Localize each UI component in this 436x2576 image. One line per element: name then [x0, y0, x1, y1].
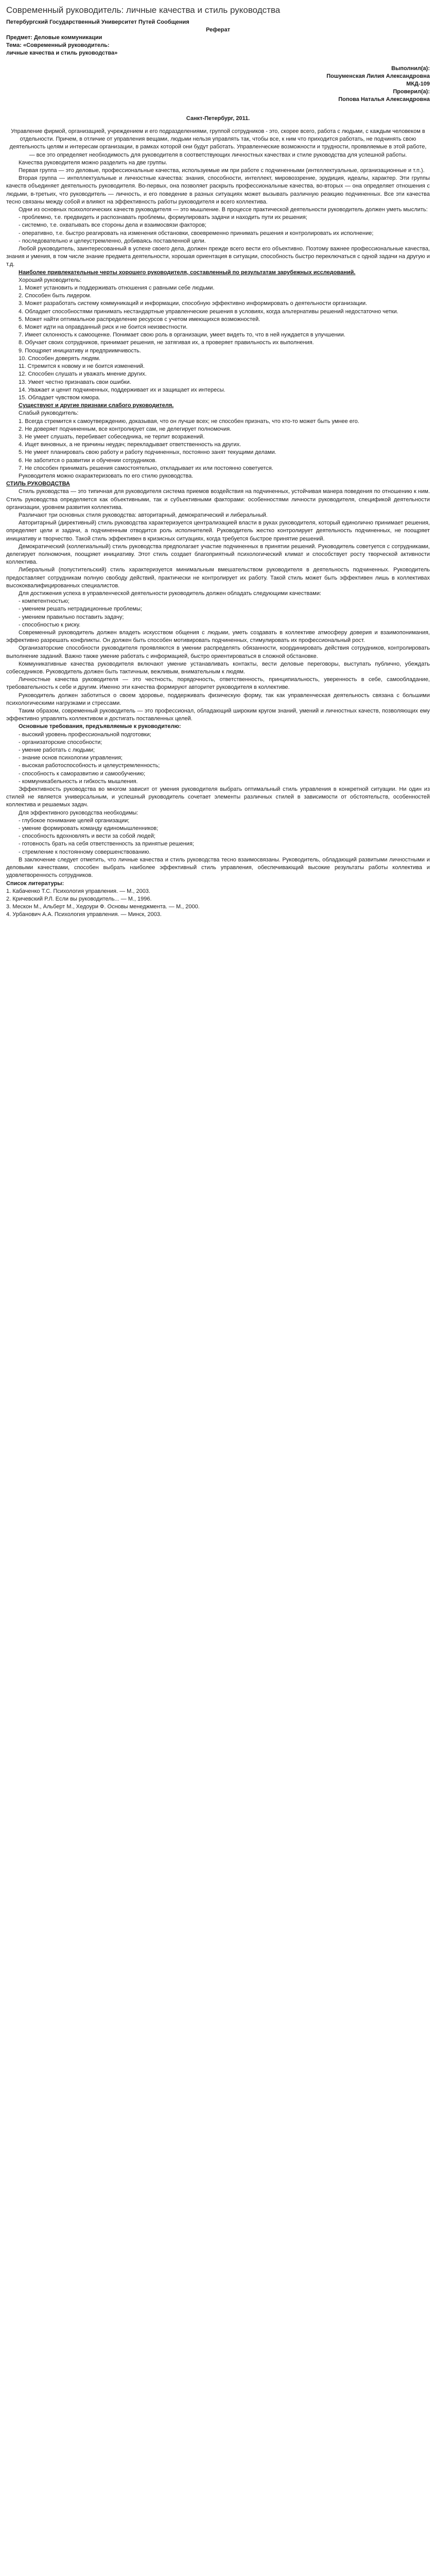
paragraph: Для эффективного руководства необходимы:	[19, 809, 138, 816]
paragraph: - системно, т.е. охватывать все стороны дела и взаимосвязи факторов;	[19, 222, 206, 229]
paragraph: Личностные качества руководителя — это честность, порядочность, ответственность, принципиальность, уверенность в себе, самообладание, требовательность к себе и другим. Именно эти качества формируют авторитет руководителя в коллективе.	[6, 676, 430, 691]
header-line: Предмет: Деловые коммуникации	[6, 35, 102, 41]
paragraph: Хороший руководитель:	[19, 277, 82, 283]
paragraph: Наиболее привлекательные черты хорошего руководителя, составленный по результатам зарубежных исследований.	[19, 269, 356, 276]
paragraph: - высокий уровень профессиональной подготовки;	[19, 731, 151, 738]
paragraph: - умением решать нетрадиционные проблемы;	[19, 606, 143, 613]
paragraph: Современный руководитель должен владеть искусством общения с людьми, уметь создавать в коллективе атмосферу доверия и взаимопонимания, эффективно разрешать конфликты. Он должен быть способен мотивировать подчиненных, стимулировать их профессиональный рост.	[6, 630, 430, 644]
paragraph: Таким образом, современный руководитель — это профессионал, обладающий широким кругом знаний, умений и личностных качеств, позволяющих ему эффективно управлять коллективом и достигать поставленных целей.	[6, 708, 430, 722]
paragraph: 4. Обладает способностями принимать нестандартные управленческие решения в условиях, когда альтернативы решений недостаточно четки.	[19, 308, 398, 315]
paragraph: - умение работать с людьми;	[19, 747, 95, 754]
paragraph: 5. Может найти оптимальное распределение ресурсов с учетом имеющихся возможностей.	[19, 316, 260, 323]
header-line: Пошуменская Лилия Александровна	[326, 73, 430, 79]
document	[0, 0, 436, 919]
paragraph: 7. Не способен принимать решения самостоятельно, откладывает их или постоянно советуется.	[19, 465, 273, 471]
paragraph: 14. Уважает и ценит подчиненных, поддерживает их и защищает их интересы.	[19, 386, 225, 393]
paragraph: - глубокое понимание целей организации;	[19, 817, 130, 824]
header-spacer	[6, 57, 430, 65]
paragraph: В заключение следует отметить, что личные качества и стиль руководства тесно взаимосвязаны. Руководитель, обладающий развитыми личностными и деловыми качествами, способен выбрать наиболее эффективный стиль управления, обеспечивающий высокие результаты работы коллектива и удовлетворенность сотрудников.	[6, 856, 430, 879]
paragraph: - проблемно, т.е. предвидеть и распознавать проблемы, формулировать задачи и находить пути их решения;	[19, 214, 307, 221]
paragraph: Организаторские способности руководителя проявляются в умении распределять обязанности, координировать действия сотрудников, контролировать выполнение заданий. Важно также умение работать с информацией, быстро ориентироваться в сложной обстановке.	[6, 645, 430, 659]
header-line: личные качества и стиль руководства»	[6, 50, 118, 56]
paragraph: Любой руководитель, заинтересованный в успехе своего дела, должен прежде всего вести его объективно. Поэтому важнее профессиональные качества, знания и умения, в том числе знание предмета деятельности, хорошая ориентация в ситуации, способность быстро переключаться с одной задачи на другую и т.д.	[6, 246, 430, 268]
paragraph: Слабый руководитель:	[19, 410, 79, 417]
paragraph: Коммуникативные качества руководителя включают умение устанавливать контакты, вести деловые переговоры, выступать публично, убеждать собеседников. Руководитель должен быть тактичным, вежливым, внимательным к людям.	[6, 660, 430, 675]
paragraph: - высокая работоспособность и целеустремленность;	[19, 762, 160, 769]
paragraph: 10. Способен доверять людям.	[19, 355, 101, 362]
header-line: Тема: «Современный руководитель:	[6, 42, 110, 48]
paragraph: Эффективность руководства во многом зависит от умения руководителя выбрать оптимальный стиль управления в конкретной ситуации. Ни один из стилей не является универсальным, и успешный руководитель сочетает элементы различных стилей в зависимости от обстоятельств, особенностей коллектива и решаемых задач.	[6, 786, 430, 808]
paragraph: Руководителя можно охарактеризовать по его стилю руководства.	[19, 472, 194, 479]
paragraph: Первая группа — это деловые, профессиональные качества, используемые им при работе с подчиненными (интеллектуальные, организационные и т.п.).	[19, 167, 425, 174]
paragraph: 3. Может разработать систему коммуникаций и информации, способную эффективно информировать о деятельности организации.	[19, 300, 368, 307]
paragraph: - способность вдохновлять и вести за собой людей;	[19, 833, 155, 840]
paragraph: - оперативно, т.е. быстро реагировать на изменения обстановки, своевременно принимать решения и контролировать их исполнение;	[19, 230, 374, 236]
header-line: Петербургский Государственный Университет Путей Сообщения	[6, 19, 189, 25]
paragraph: 9. Поощряет инициативу и предприимчивость.	[19, 347, 141, 354]
paragraph: 5. Не умеет планировать свою работу и работу подчиненных, постоянно занят текущими делами.	[19, 449, 276, 456]
paragraph: 7. Имеет склонность к самооценке. Понимает свою роль в организации, умеет видеть то, что в ней нуждается в улучшении.	[19, 332, 345, 338]
paragraph: 15. Обладает чувством юмора.	[19, 394, 100, 401]
header-line: Реферат	[205, 27, 230, 33]
paragraph: - коммуникабельность и гибкость мышления.	[19, 778, 138, 785]
header-line: Выполнил(а):	[391, 65, 430, 72]
paragraph: 12. Способен слушать и уважать мнение других.	[19, 371, 147, 378]
paragraph: 11. Стремится к новому и не боится изменений.	[19, 363, 145, 370]
paragraph: 1. Может установить и поддерживать отношения с равными себе людьми.	[19, 285, 215, 292]
paragraph: Список литературы:	[6, 880, 64, 887]
paragraph: Управление фирмой, организацией, учреждением и его подразделениями, группой сотрудников - это, скорее всего, работа с людьми, с каждым человеком в отдельности. Причем, в отличие от управления вещами, людьми нельзя управлять так, чтобы все, к ним что приходится работать, не подчинять свою деятельность целям и интересам организации, в рамках которой они будут работать. Управленческие возможности и трудности, проявляемые в этой работе, — все это определяет необходимость для руководителя в соответствующих личностных качествах и стиле руководства для успешной работы.	[9, 128, 427, 158]
paragraph: СТИЛЬ РУКОВОДСТВА	[6, 481, 70, 487]
header-line: МКД-109	[406, 81, 430, 87]
paragraph: 4. Урбанович А.А. Психология управления. — Минск, 2003.	[6, 911, 162, 918]
paragraph: 3. Мескон М., Альберт М., Хедоури Ф. Основы менеджмента. — М., 2000.	[6, 904, 200, 910]
paragraph: 2. Не доверяет подчиненным, все контролирует сам, не делегирует полномочия.	[19, 426, 232, 432]
paragraph: Либеральный (попустительский) стиль характеризуется минимальным вмешательством руководителя в деятельность подчиненных. Руководитель предоставляет сотрудникам полную свободу действий, практически не контролирует их работу. Такой стиль может быть эффективен лишь в коллективах высококвалифицированных специалистов.	[6, 567, 430, 589]
header-line	[6, 104, 430, 115]
paragraph: Вторая группа — интеллектуальные и личностные качества: знания, способности, интеллект, мировоззрение, эрудиция, идеалы, характер. Эти группы качеств объединяет деятельность руководителя. Во-первых, она позволяет раскрыть профессиональные качества, во-вторых — она определяет отношения с людьми, в-третьих, что руководитель — личность, и его поведение в разных ситуациях может вызывать различную реакцию подчиненных. Все эти качества тесно связаны между собой и влияют на эффективность работы руководителя и всего коллектива.	[6, 175, 430, 205]
paragraph: - умением правильно поставить задачу;	[19, 614, 124, 620]
paragraph: - способностью к риску.	[19, 621, 81, 628]
paragraph: Основные требования, предъявляемые к руководителю:	[19, 723, 181, 730]
paragraph: Для достижения успеха в управленческой деятельности руководитель должен обладать следующими качествами:	[19, 590, 322, 597]
paragraph: Авторитарный (директивный) стиль руководства характеризуется централизацией власти в руках руководителя, который единолично принимает решения, определяет цели и задачи, а подчиненным отводится роль исполнителей. Руководитель жестко контролирует деятельность подчиненных, не поощряет инициативу и творчество. Такой стиль эффективен в кризисных ситуациях, когда требуется быстрое принятие решений.	[6, 520, 430, 542]
paragraph: Одни из основных психологических качеств руководителя — это мышление. В процессе практической деятельности руководитель должен уметь мыслить:	[19, 207, 428, 213]
paragraph: 1. Всегда стремится к самоутверждению, доказывая, что он лучше всех; не способен признать, что кто-то может быть умнее его.	[19, 418, 359, 425]
header-line: Попова Наталья Александровна	[338, 96, 430, 103]
paragraph: Различают три основных стиля руководства: авторитарный, демократический и либеральный.	[19, 512, 268, 518]
paragraph: 13. Умеет честно признавать свои ошибки.	[19, 379, 131, 385]
paragraph: Руководитель должен заботиться о своем здоровье, поддерживать физическую форму, так как управленческая деятельность связана с большими психологическими нагрузками и стрессами.	[6, 692, 430, 706]
paragraph: - последовательно и целеустремленно, добиваясь поставленной цели.	[19, 238, 206, 244]
document-title: Современный руководитель: личные качества и стиль руководства	[6, 5, 281, 15]
document-body	[6, 128, 430, 919]
document-header	[6, 19, 430, 123]
paragraph: - организаторские способности;	[19, 739, 102, 745]
paragraph: 4. Ищет виновных, а не причины неудач; перекладывает ответственность на других.	[19, 442, 241, 448]
paragraph: Демократический (коллегиальный) стиль руководства предполагает участие подчиненных в принятии решений. Руководитель советуется с сотрудниками, делегирует полномочия, поощряет инициативу. Этот стиль создает благоприятный психологический климат и способствует росту творческой активности коллектива.	[6, 543, 430, 566]
paragraph: 6. Не заботится о развитии и обучении сотрудников.	[19, 457, 157, 464]
paragraph: - компетентностью;	[19, 598, 69, 605]
paragraph: Существуют и другие признаки слабого руководителя.	[19, 402, 174, 409]
paragraph: 1. Кабаченко Т.С. Психология управления. — М., 2003.	[6, 888, 150, 894]
paragraph: 2. Кричевский Р.Л. Если вы руководитель... — М., 1996.	[6, 895, 152, 902]
paragraph: 2. Способен быть лидером.	[19, 293, 92, 299]
paragraph: - способность к саморазвитию и самообучению;	[19, 770, 146, 777]
paragraph: - умение формировать команду единомышленников;	[19, 825, 159, 832]
header-line: Проверил(а):	[393, 89, 430, 95]
paragraph: - готовность брать на себя ответственность за принятые решения;	[19, 841, 194, 848]
header-line: Санкт-Петербург, 2011.	[186, 115, 250, 122]
paragraph: Стиль руководства — это типичная для руководителя система приемов воздействия на подчиненных, устойчивая манера поведения по отношению к ним. Стиль руководства определяется как объективными, так и субъективными факторами: особенностями личности руководителя, спецификой деятельности организации, уровнем развития коллектива.	[6, 488, 430, 511]
paragraph: Качества руководителя можно разделить на две группы.	[19, 159, 167, 166]
paragraph: - стремление к постоянному совершенствованию.	[19, 849, 151, 855]
paragraph: 3. Не умеет слушать, перебивает собеседника, не терпит возражений.	[19, 433, 205, 440]
paragraph: - знание основ психологии управления;	[19, 755, 123, 761]
paragraph: 6. Может идти на оправданный риск и не боится неизвестности.	[19, 324, 188, 331]
paragraph: 8. Обучает своих сотрудников, принимает решения, не затягивая их, а проверяет правильность их выполнения.	[19, 340, 314, 346]
